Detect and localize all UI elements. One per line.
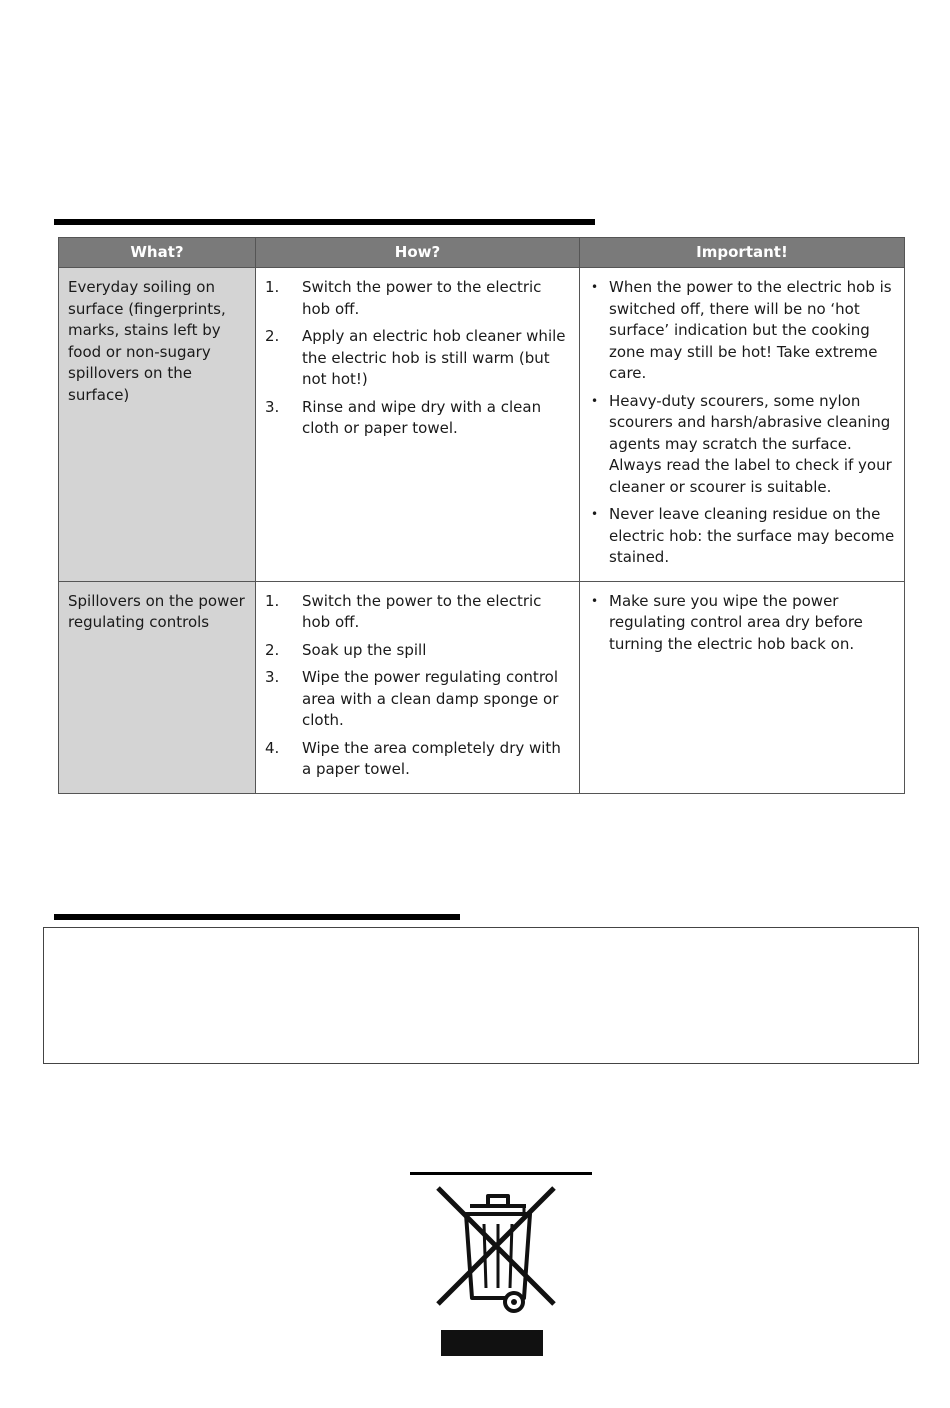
- important-cell: [580, 581, 905, 793]
- header-important: Important!: [580, 238, 905, 268]
- note-text: Never leave cleaning residue on the electric hob: the surface may become stained.: [609, 505, 895, 566]
- crossed-out-wheelie-bin-icon: [426, 1180, 566, 1360]
- logo-rule: [410, 1172, 592, 1175]
- step-text: Wipe the power regulating control area with a clean damp sponge or cloth.: [302, 668, 559, 729]
- important-cell: [580, 268, 905, 582]
- note-item: [589, 391, 896, 499]
- table-header-row: [59, 238, 905, 268]
- step-number: 3.: [265, 668, 280, 686]
- bullet-icon: •: [591, 280, 599, 294]
- step-text: Wipe the area completely dry with a paper towel.: [302, 738, 561, 778]
- table-row: [59, 581, 905, 793]
- section-heading-rule: [54, 219, 595, 225]
- note-text: Heavy-duty scourers, some nylon scourers and harsh/abrasive cleaning agents may scratch the surface. Always read the label to check if your cleaner or scourer is suitable.: [609, 391, 892, 496]
- step-number: 1.: [265, 278, 280, 296]
- note-item: [589, 591, 896, 656]
- step-number: 2.: [265, 327, 280, 345]
- header-how: How?: [256, 238, 580, 268]
- note-text: When the power to the electric hob is switched off, there will be no ‘hot surface’ indication but the cooking zone may still be hot! Take extreme care.: [609, 278, 892, 382]
- empty-text-box: [43, 927, 919, 1064]
- bullet-icon: •: [591, 507, 599, 521]
- step-item: [265, 326, 571, 391]
- header-what: What?: [59, 238, 256, 268]
- what-cell: Spillovers on the power regulating controls: [59, 581, 256, 793]
- how-cell: [256, 581, 580, 793]
- step-item: [265, 277, 571, 320]
- cleaning-table: [58, 237, 905, 794]
- note-item: [589, 277, 896, 385]
- bullet-icon: •: [591, 593, 599, 608]
- step-item: [265, 640, 571, 662]
- step-number: 1.: [265, 591, 280, 610]
- what-cell: Everyday soiling on surface (fingerprints, marks, stains left by food or non-sugary spillovers on the surface): [59, 268, 256, 582]
- step-text: Switch the power to the electric hob off.: [302, 278, 542, 318]
- step-text: Soak up the spill: [302, 640, 427, 659]
- step-item: [265, 397, 571, 440]
- step-number: 3.: [265, 397, 280, 416]
- step-number: 4.: [265, 738, 280, 757]
- section-heading-rule: [54, 914, 460, 920]
- note-item: [589, 504, 896, 569]
- step-item: [265, 591, 571, 634]
- note-text: Make sure you wipe the power regulating control area dry before turning the electric hob back on.: [609, 591, 863, 653]
- how-cell: [256, 268, 580, 582]
- bullet-icon: •: [591, 393, 599, 408]
- step-text: Switch the power to the electric hob off.: [302, 591, 542, 631]
- step-text: Apply an electric hob cleaner while the electric hob is still warm (but not hot!): [302, 327, 566, 388]
- step-item: [265, 738, 571, 781]
- step-text: Rinse and wipe dry with a clean cloth or paper towel.: [302, 397, 542, 437]
- step-item: [265, 667, 571, 732]
- step-number: 2.: [265, 640, 280, 659]
- table-row: [59, 268, 905, 582]
